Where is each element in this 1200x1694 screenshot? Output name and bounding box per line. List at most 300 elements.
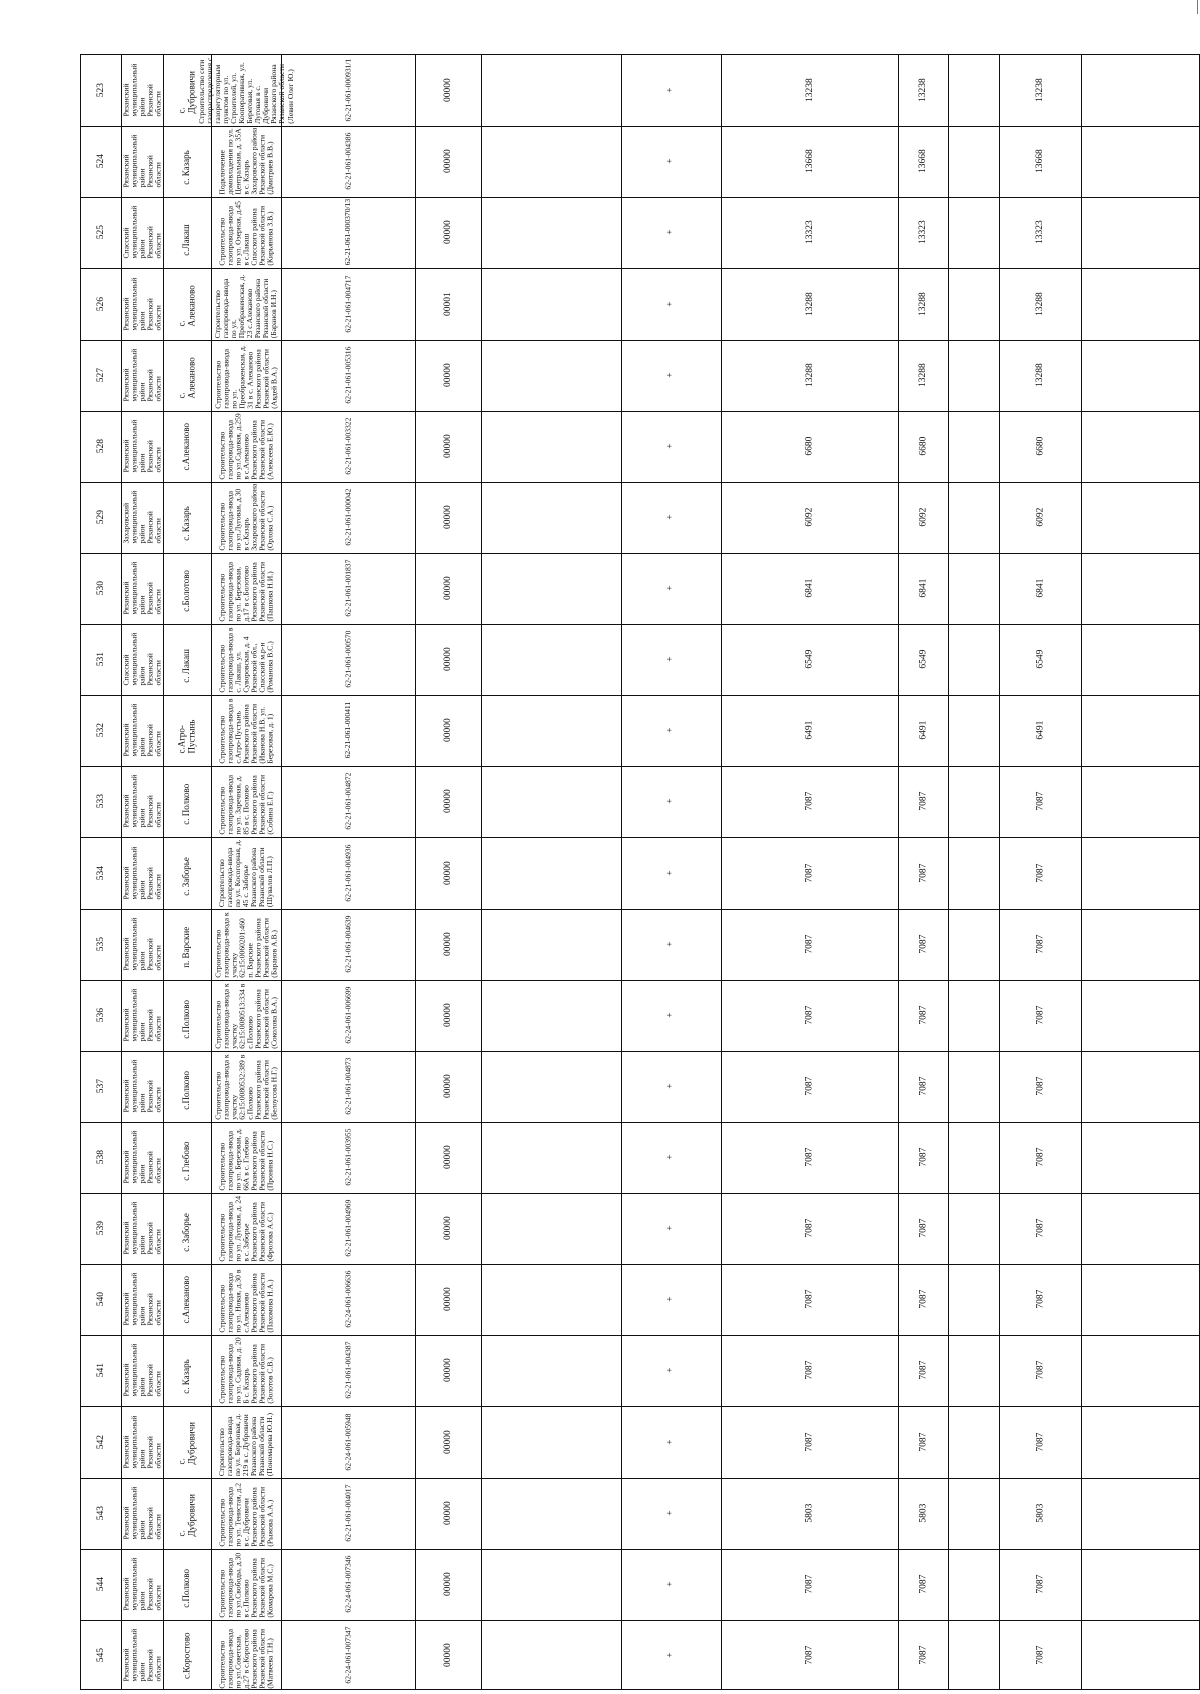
value-cell-3 <box>1000 696 1080 765</box>
value-cell-1 <box>722 269 897 339</box>
description-cell-text: Строительство газопровода-ввода в с.Агро-Пустынь Рязанского района Рязанской области (Иванова Н.В. ул. Березовая, д. 1) <box>216 698 275 764</box>
code-cell-text: 62-24-061-005948 <box>342 1413 352 1471</box>
value-cell-3-text: 7087 <box>1034 863 1045 883</box>
mark-cell-text: + <box>665 87 676 94</box>
code-cell <box>282 1550 414 1619</box>
code-cell <box>282 1265 414 1334</box>
value-cell-3 <box>1000 625 1080 694</box>
code-cell <box>282 625 414 694</box>
district-cell <box>122 767 162 836</box>
value-cell-3 <box>1000 767 1080 836</box>
value-cell-1-text: 13668 <box>804 149 815 174</box>
zero-code-cell-text: 00000 <box>442 1287 453 1312</box>
district-cell <box>122 412 162 481</box>
value-cell-1-text: 7087 <box>804 1361 815 1380</box>
value-cell-3-text: 7087 <box>1034 792 1045 811</box>
settlement-cell-text: с.Алеканово <box>181 1275 192 1324</box>
description-cell <box>212 981 280 1050</box>
value-cell-1 <box>722 1479 897 1548</box>
settlement-cell-text: с. Дубровичи <box>176 1493 196 1537</box>
row-number-text: 532 <box>95 723 106 738</box>
settlement-cell <box>164 269 210 339</box>
description-cell <box>212 625 280 694</box>
row-number <box>82 269 120 339</box>
value-cell-3 <box>1000 127 1080 196</box>
code-cell-text: 62-21-061-004717 <box>342 275 352 333</box>
mark-cell <box>622 910 720 979</box>
mark-cell-text: + <box>665 301 676 307</box>
zero-code-cell-text: 00000 <box>442 363 453 388</box>
settlement-cell-text: с. Алеканово <box>176 285 196 327</box>
district-cell-text: Спасский муниципальный район Рязанской области <box>120 633 163 686</box>
row-number-text: 540 <box>95 1292 106 1307</box>
settlement-cell <box>164 1407 210 1477</box>
settlement-cell-text: с. Казарь <box>181 149 192 185</box>
description-cell-text: Строительство газопровода-ввода по ул. Заречная, д. 85 в с. Полково Рязанского района Рязанской области (Собина Е.Г.) <box>216 775 275 835</box>
description-cell-text: Строительство газопровода-ввода по ул. Тенистая, д.2 в с. Дубровичи Рязанского района Рязанской области (Рыжова А.А.) <box>216 1483 275 1547</box>
zero-code-cell-text: 00000 <box>442 1216 453 1241</box>
settlement-cell <box>164 127 210 196</box>
value-cell-1-text: 6092 <box>804 508 815 527</box>
settlement-cell <box>164 838 210 908</box>
value-cell-1-text: 7087 <box>804 1575 815 1594</box>
district-cell <box>122 1265 162 1334</box>
value-cell-3-text: 7087 <box>1034 1646 1045 1665</box>
row-number <box>82 127 120 196</box>
value-cell-2-text: 6549 <box>917 650 928 669</box>
value-cell-1 <box>722 696 897 765</box>
value-cell-1 <box>722 554 897 623</box>
zero-code-cell-text: 00000 <box>442 78 453 103</box>
zero-code-cell <box>416 483 480 552</box>
row-number <box>82 838 120 908</box>
settlement-cell-text: с.Лакаш <box>181 223 192 256</box>
value-cell-1 <box>722 341 897 410</box>
settlement-cell <box>164 910 210 979</box>
rotated-data-table <box>80 54 1200 1690</box>
code-cell <box>282 981 414 1050</box>
district-cell-text: Рязанский муниципальный район Рязанской области <box>120 1487 163 1540</box>
value-cell-1 <box>722 1194 897 1263</box>
mark-cell-text: + <box>665 443 676 450</box>
zero-code-cell-text: 00000 <box>442 1643 453 1668</box>
value-cell-2-text: 13288 <box>917 292 928 316</box>
zero-code-cell <box>416 1621 480 1690</box>
zero-code-cell-text: 00000 <box>442 1003 453 1028</box>
column-divider <box>948 55 949 1689</box>
value-cell-3-text: 7087 <box>1034 935 1045 954</box>
zero-code-cell-text: 00000 <box>442 789 453 814</box>
row-number <box>82 910 120 979</box>
settlement-cell-text: с.Полково <box>181 1070 192 1110</box>
district-cell-text: Рязанский муниципальный район Рязанской области <box>120 989 163 1042</box>
description-cell-text: Строительство газопровода-ввода по ул. Березовая, д.17 в с.Болотово Рязанского района Рязанской области (Пашкова Н.И.) <box>216 562 275 622</box>
description-cell <box>212 838 280 908</box>
value-cell-1-text: 13238 <box>804 78 815 103</box>
description-cell <box>212 767 280 836</box>
mark-cell-text: + <box>665 1154 676 1161</box>
value-cell-2 <box>899 56 947 125</box>
description-cell <box>212 412 280 481</box>
mark-cell-text: + <box>665 1652 676 1659</box>
settlement-cell-text: с. Глебово <box>181 1141 192 1181</box>
value-cell-2 <box>899 554 947 623</box>
code-cell-text: 62-21-061-003955 <box>342 1129 352 1186</box>
code-cell-text: 62-21-061-004969 <box>342 1200 352 1257</box>
mark-cell-text: + <box>665 727 676 734</box>
settlement-cell-text: с.Полково <box>181 1568 192 1608</box>
settlement-cell-text: с.Алеканово <box>181 422 192 471</box>
district-cell-text: Рязанский муниципальный район Рязанской области <box>120 420 163 473</box>
value-cell-1-text: 7087 <box>804 1290 815 1309</box>
value-cell-1 <box>722 56 897 125</box>
value-cell-2-text: 13323 <box>917 220 928 245</box>
page-edge-mark <box>1187 0 1198 14</box>
mark-cell <box>622 1621 720 1690</box>
value-cell-3 <box>1000 1479 1080 1548</box>
mark-cell-text: + <box>665 1510 676 1517</box>
value-cell-2-text: 7087 <box>917 1148 928 1167</box>
settlement-cell <box>164 1194 210 1263</box>
value-cell-1-text: 13288 <box>804 363 815 388</box>
description-cell-text: Строительство газопровода-ввода по ул.Советская, д.27 в с.Коростово Рязанского района Рязанской области (Матвеева Т.Н.) <box>216 1628 275 1689</box>
row-number <box>82 625 120 694</box>
value-cell-3-text: 6491 <box>1034 721 1045 740</box>
code-cell-text: 62-21-061-000370/13 <box>342 199 352 266</box>
description-cell-text: Подключение домовладения по ул. Центральная, д. 35А в с. Казарь Захаровского района Рязанской области (Дмитриев В.В.) <box>216 128 275 195</box>
value-cell-2-text: 6841 <box>917 579 928 598</box>
description-cell <box>212 341 280 410</box>
value-cell-1-text: 13288 <box>804 292 815 316</box>
description-cell-text: Строительство газопровода-ввода к участку 62:15:0080532:389 в с.Полково Рязанского района Рязанской области (Белоусова Н.Г.) <box>212 1054 279 1120</box>
value-cell-1 <box>722 1265 897 1334</box>
mark-cell-text: + <box>665 514 676 521</box>
value-cell-3 <box>1000 1194 1080 1263</box>
value-cell-2 <box>899 767 947 836</box>
district-cell <box>122 1123 162 1192</box>
description-cell-text: Строительство газопровода-ввода по ул. Косогорная, д. 45 с. Заборье Рязанского района Рязанской области (Шувалов Л.П.) <box>216 839 275 907</box>
value-cell-2 <box>899 1052 947 1121</box>
district-cell <box>122 838 162 908</box>
value-cell-3 <box>1000 838 1080 908</box>
value-cell-3-text: 7087 <box>1034 1432 1045 1452</box>
mark-cell <box>622 696 720 765</box>
row-number-text: 536 <box>95 1008 106 1023</box>
zero-code-cell-text: 00000 <box>442 1145 453 1170</box>
settlement-cell <box>164 981 210 1050</box>
settlement-cell-text: с. Полково <box>181 783 192 825</box>
row-number <box>82 412 120 481</box>
code-cell-text: 62-21-061-000042 <box>342 489 352 546</box>
mark-cell <box>622 1479 720 1548</box>
row-number <box>82 1479 120 1548</box>
row-number-text: 531 <box>95 652 106 667</box>
value-cell-3-text: 7087 <box>1034 1575 1045 1594</box>
value-cell-1 <box>722 1407 897 1477</box>
zero-code-cell <box>416 1550 480 1619</box>
mark-cell <box>622 1123 720 1192</box>
district-cell-text: Рязанский муниципальный район Рязанской области <box>120 1202 163 1255</box>
code-cell-text: 62-24-061-006636 <box>342 1271 352 1328</box>
value-cell-2-text: 13288 <box>917 363 928 388</box>
district-cell <box>122 1479 162 1548</box>
settlement-cell-text: с.Коростово <box>181 1632 192 1679</box>
mark-cell <box>622 981 720 1050</box>
settlement-cell-text: с. Заборье <box>181 857 192 896</box>
row-number-text: 539 <box>95 1221 106 1236</box>
description-cell <box>212 910 280 979</box>
district-cell <box>122 198 162 267</box>
zero-code-cell-text: 00000 <box>442 1430 453 1454</box>
code-cell-text: 62-21-061-000931/1 <box>342 59 352 122</box>
mark-cell <box>622 483 720 552</box>
description-cell-text: Строительство газопровода-ввода по ул. Озерная, д.45 в с.Лакаш Спасского района Рязанской области (Кирьянова З.В.) <box>216 201 275 266</box>
settlement-cell-text: с. Казарь <box>181 505 192 541</box>
description-cell <box>212 483 280 552</box>
value-cell-1 <box>722 1123 897 1192</box>
row-number-text: 541 <box>95 1363 106 1378</box>
value-cell-3-text: 6680 <box>1034 437 1045 456</box>
description-cell-text: Строительство газопровода-ввода по ул.Луговая, д.30 в с.Казарь Захаровского района Рязанской области (Орлова С.А.) <box>216 484 275 551</box>
value-cell-3 <box>1000 269 1080 339</box>
value-cell-3-text: 7087 <box>1034 1361 1045 1380</box>
value-cell-1-text: 13323 <box>804 220 815 245</box>
mark-cell-text: + <box>665 229 676 236</box>
code-cell-text: 62-24-061-007347 <box>342 1627 352 1684</box>
settlement-cell-text: с. Алеканово <box>176 357 196 399</box>
code-cell-text: 62-21-061-005316 <box>342 347 352 404</box>
zero-code-cell <box>416 198 480 267</box>
settlement-cell-text: с. Дубровичи <box>176 70 196 114</box>
row-number-text: 530 <box>95 581 106 596</box>
zero-code-cell-text: 00000 <box>442 1358 453 1383</box>
row-number-text: 535 <box>95 937 106 952</box>
value-cell-2-text: 7087 <box>917 1290 928 1309</box>
row-number <box>82 1265 120 1334</box>
value-cell-1-text: 7087 <box>804 935 815 954</box>
value-cell-1 <box>722 412 897 481</box>
code-cell <box>282 1621 414 1690</box>
value-cell-1 <box>722 981 897 1050</box>
settlement-cell <box>164 1265 210 1334</box>
code-cell <box>282 127 414 196</box>
row-number <box>82 483 120 552</box>
district-cell-text: Рязанский муниципальный район Рязанской области <box>120 64 163 117</box>
zero-code-cell <box>416 1265 480 1334</box>
value-cell-2 <box>899 198 947 267</box>
district-cell-text: Спасский муниципальный район Рязанской области <box>120 206 163 259</box>
value-cell-2-text: 6491 <box>917 721 928 740</box>
settlement-cell <box>164 625 210 694</box>
value-cell-2 <box>899 696 947 765</box>
value-cell-2-text: 6092 <box>917 508 928 527</box>
value-cell-2-text: 6680 <box>917 437 928 456</box>
code-cell-text: 62-21-061-001837 <box>342 560 352 617</box>
zero-code-cell <box>416 696 480 765</box>
value-cell-1-text: 7087 <box>804 1148 815 1167</box>
description-cell <box>212 1479 280 1548</box>
description-cell <box>212 269 280 339</box>
settlement-cell <box>164 1336 210 1405</box>
value-cell-2-text: 7087 <box>917 1646 928 1665</box>
value-cell-1-text: 6841 <box>804 579 815 598</box>
value-cell-2 <box>899 127 947 196</box>
value-cell-1-text: 6491 <box>804 721 815 740</box>
value-cell-3-text: 13323 <box>1034 220 1045 245</box>
district-cell <box>122 696 162 765</box>
value-cell-3 <box>1000 910 1080 979</box>
row-number-text: 538 <box>95 1150 106 1165</box>
description-cell <box>212 1265 280 1334</box>
value-cell-1-text: 7087 <box>804 1077 815 1096</box>
value-cell-1-text: 7087 <box>804 1006 815 1025</box>
mark-cell <box>622 1550 720 1619</box>
settlement-cell-text: с.Болотово <box>181 569 192 612</box>
settlement-cell <box>164 198 210 267</box>
mark-cell-text: + <box>665 870 676 876</box>
zero-code-cell <box>416 56 480 125</box>
mark-cell-text: + <box>665 798 676 805</box>
description-cell-text: Строительство газопровода-ввода в с. Лакаш, ул. Суворовская, д. 4 Рязанской обл., Спасский м.р-н (Романова В.С.) <box>216 627 275 693</box>
district-cell-text: Рязанский муниципальный район Рязанской области <box>120 1060 163 1113</box>
zero-code-cell <box>416 1407 480 1477</box>
value-cell-1-text: 5803 <box>804 1504 815 1523</box>
code-cell <box>282 696 414 765</box>
description-cell-text: Строительство газопровода-ввода по ул. Преображенская, д. 31 в с. Алеканово Рязанского района Рязанской области (Авдей В.А.) <box>212 345 279 409</box>
code-cell <box>282 1407 414 1477</box>
row-number-text: 543 <box>95 1506 106 1521</box>
value-cell-1 <box>722 483 897 552</box>
value-cell-3 <box>1000 1550 1080 1619</box>
mark-cell-text: + <box>665 1367 676 1374</box>
district-cell-text: Рязанский муниципальный район Рязанской области <box>120 775 163 828</box>
value-cell-2 <box>899 625 947 694</box>
zero-code-cell-text: 00000 <box>442 718 453 743</box>
district-cell <box>122 269 162 339</box>
code-cell-text: 62-21-061-004386 <box>342 133 352 190</box>
code-cell <box>282 1123 414 1192</box>
value-cell-3-text: 6549 <box>1034 650 1045 669</box>
code-cell-text: 62-24-061-007346 <box>342 1556 352 1613</box>
value-cell-2 <box>899 1550 947 1619</box>
district-cell-text: Рязанский муниципальный район Рязанской области <box>120 135 163 188</box>
row-number-text: 527 <box>95 368 106 383</box>
district-cell-text: Рязанский муниципальный район Рязанской области <box>120 1629 163 1682</box>
value-cell-2 <box>899 412 947 481</box>
settlement-cell <box>164 1621 210 1690</box>
mark-cell-text: + <box>665 1439 676 1445</box>
value-cell-2 <box>899 341 947 410</box>
value-cell-3-text: 6092 <box>1034 508 1045 527</box>
zero-code-cell <box>416 981 480 1050</box>
value-cell-3-text: 7087 <box>1034 1006 1045 1025</box>
value-cell-3-text: 13288 <box>1034 292 1045 316</box>
description-cell-text: Строительство газопровода-ввода по ул. Березовая, д. 219 в с. Дубровичи Рязанского района Рязанской области (Пономарева Ю.Н.) <box>216 1412 275 1476</box>
value-cell-1-text: 6549 <box>804 650 815 669</box>
value-cell-3-text: 13288 <box>1034 363 1045 388</box>
value-cell-2 <box>899 1123 947 1192</box>
code-cell <box>282 412 414 481</box>
settlement-cell-text: с. Заборье <box>181 1212 192 1252</box>
description-cell-text: Строительство газопровода-ввода по ул. Садовая, д. 20 Б с. Казарь Рязанского района Рязанской области (Золотов С.В.) <box>216 1337 275 1404</box>
row-number-text: 545 <box>95 1648 106 1663</box>
row-number-text: 528 <box>95 439 106 454</box>
mark-cell <box>622 1336 720 1405</box>
description-cell-text: Строительство газопровода-ввода по ул. Преображенская, д. 23 с.Алеканово Рязанского района Рязанской области (Баранов И.Н.) <box>212 274 279 338</box>
mark-cell <box>622 1052 720 1121</box>
row-number-text: 537 <box>95 1079 106 1094</box>
mark-cell <box>622 269 720 339</box>
code-cell-text: 62-21-061-004936 <box>342 844 352 902</box>
description-cell <box>212 198 280 267</box>
row-number-text: 542 <box>95 1434 106 1450</box>
zero-code-cell-text: 00000 <box>442 1074 453 1099</box>
value-cell-3-text: 7087 <box>1034 1077 1045 1096</box>
value-cell-3 <box>1000 483 1080 552</box>
code-cell <box>282 1194 414 1263</box>
value-cell-3-text: 5803 <box>1034 1504 1045 1523</box>
value-cell-3-text: 13238 <box>1034 78 1045 103</box>
value-cell-2-text: 5803 <box>917 1504 928 1523</box>
zero-code-cell <box>416 341 480 410</box>
value-cell-1 <box>722 1336 897 1405</box>
code-cell-text: 62-21-061-003322 <box>342 418 352 475</box>
row-number-text: 529 <box>95 510 106 525</box>
value-cell-1-text: 7087 <box>804 1219 815 1238</box>
value-cell-2-text: 13668 <box>917 149 928 174</box>
column-divider <box>481 55 482 1689</box>
zero-code-cell-text: 00000 <box>442 576 453 601</box>
zero-code-cell <box>416 1194 480 1263</box>
code-cell <box>282 910 414 979</box>
value-cell-3 <box>1000 198 1080 267</box>
district-cell <box>122 554 162 623</box>
code-cell <box>282 767 414 836</box>
value-cell-2 <box>899 269 947 339</box>
row-number-text: 544 <box>95 1577 106 1592</box>
district-cell-text: Захаровский муниципальный район Рязанской области <box>120 491 163 544</box>
settlement-cell-text: с.Агро-Пустынь <box>176 719 196 754</box>
value-cell-3 <box>1000 1052 1080 1121</box>
district-cell <box>122 981 162 1050</box>
row-number <box>82 1550 120 1619</box>
mark-cell <box>622 1194 720 1263</box>
value-cell-3 <box>1000 1123 1080 1192</box>
value-cell-2-text: 7087 <box>917 1077 928 1096</box>
value-cell-1 <box>722 198 897 267</box>
district-cell-text: Рязанский муниципальный район Рязанской области <box>120 1131 163 1184</box>
zero-code-cell-text: 00000 <box>442 434 453 459</box>
value-cell-2-text: 7087 <box>917 935 928 954</box>
zero-code-cell <box>416 838 480 908</box>
district-cell-text: Рязанский муниципальный район Рязанской области <box>120 918 163 971</box>
description-cell-text: Строительство газопровода-ввода по ул. Луговая, д. 24 в с. Заборье Рязанского района Рязанской области (Фролова А.С.) <box>216 1196 275 1262</box>
zero-code-cell <box>416 1052 480 1121</box>
value-cell-1-text: 7087 <box>804 792 815 811</box>
zero-code-cell <box>416 269 480 339</box>
value-cell-3 <box>1000 1621 1080 1690</box>
description-cell-text: Строительство газопровода-ввода по ул.Садовая, д.259 в с.Алеканово Рязанского района Рязанской области (Алексеева Е.Ю.) <box>216 413 275 480</box>
district-cell <box>122 56 162 125</box>
value-cell-1-text: 7087 <box>804 1646 815 1665</box>
row-number <box>82 341 120 410</box>
value-cell-3-text: 7087 <box>1034 1148 1045 1167</box>
mark-cell <box>622 341 720 410</box>
mark-cell-text: + <box>665 1225 676 1232</box>
district-cell <box>122 127 162 196</box>
row-number <box>82 1336 120 1405</box>
district-cell-text: Рязанский муниципальный район Рязанской области <box>120 349 163 402</box>
